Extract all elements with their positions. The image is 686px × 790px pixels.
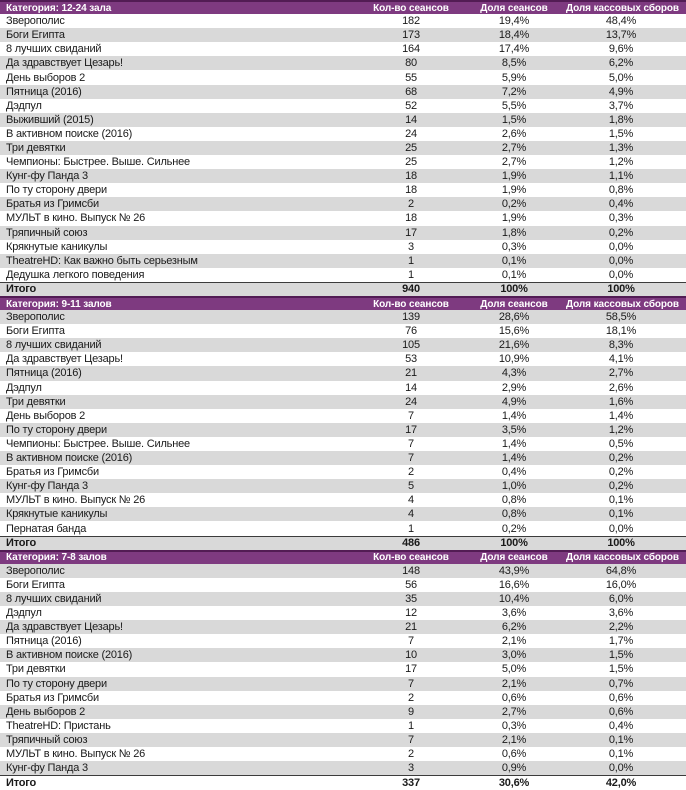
column-header: Доля сеансов [480, 2, 548, 14]
value-cell: 2,7% [501, 156, 527, 169]
value-cell: 4 [408, 494, 414, 507]
value-cell: 28,6% [498, 311, 530, 324]
table-row [0, 648, 686, 662]
value-cell: 0,6% [501, 691, 527, 704]
movie-title: 8 лучших свиданий [6, 339, 102, 352]
value-cell: 182 [402, 15, 420, 28]
movie-title: МУЛЬТ в кино. Выпуск № 26 [6, 748, 146, 761]
value-cell: 1,4% [501, 452, 527, 465]
value-cell: 4,9% [501, 395, 527, 408]
value-cell: 0,9% [501, 762, 527, 775]
movie-title: Да здравствует Цезарь! [6, 353, 123, 366]
value-cell: 0,2% [608, 452, 634, 465]
total-value-cell: 337 [402, 776, 420, 789]
table-row [0, 127, 686, 141]
value-cell: 2,7% [501, 141, 527, 154]
total-value-cell: 100% [607, 283, 635, 296]
value-cell: 1,8% [608, 113, 634, 126]
value-cell: 3,5% [501, 423, 527, 436]
value-cell: 1,1% [608, 170, 634, 183]
movie-title: Зверополис [6, 15, 65, 28]
movie-title: Тряпичный союз [6, 226, 88, 239]
table-row [0, 493, 686, 507]
value-cell: 18 [405, 184, 417, 197]
movie-title: Дедушка легкого поведения [6, 268, 145, 281]
table-row [0, 28, 686, 42]
value-cell: 0,8% [501, 494, 527, 507]
total-label: Итого [6, 283, 37, 296]
value-cell: 0,6% [501, 748, 527, 761]
table-row [0, 507, 686, 521]
table-row [0, 352, 686, 366]
movie-title: Пятница (2016) [6, 635, 82, 648]
value-cell: 7 [408, 437, 414, 450]
value-cell: 7 [408, 452, 414, 465]
value-cell: 2 [408, 466, 414, 479]
value-cell: 16,0% [605, 578, 637, 591]
value-cell: 0,4% [501, 466, 527, 479]
movie-title: 8 лучших свиданий [6, 43, 102, 56]
value-cell: 0,2% [608, 226, 634, 239]
value-cell: 68 [405, 85, 417, 98]
value-cell: 10,9% [498, 353, 530, 366]
column-header: Доля кассовых сборов [566, 552, 679, 564]
value-cell: 35 [405, 592, 417, 605]
value-cell: 2,1% [501, 635, 527, 648]
total-value-cell: 100% [500, 537, 528, 550]
movie-title: Чемпионы: Быстрее. Выше. Сильнее [6, 437, 190, 450]
value-cell: 16,6% [498, 578, 530, 591]
movie-title: Кунг-фу Панда 3 [6, 480, 88, 493]
value-cell: 7 [408, 677, 414, 690]
movie-title: По ту сторону двери [6, 677, 107, 690]
value-cell: 1,5% [608, 649, 634, 662]
table-row [0, 578, 686, 592]
movie-title: Да здравствует Цезарь! [6, 621, 123, 634]
value-cell: 1,5% [608, 663, 634, 676]
value-cell: 4 [408, 508, 414, 521]
value-cell: 1,9% [501, 170, 527, 183]
table-row [0, 42, 686, 56]
column-header: Доля сеансов [480, 552, 548, 564]
value-cell: 1,0% [501, 480, 527, 493]
value-cell: 6,0% [608, 592, 634, 605]
total-row [0, 282, 686, 296]
value-cell: 4,1% [608, 353, 634, 366]
table-row [0, 211, 686, 225]
movie-title: Три девятки [6, 141, 66, 154]
movie-title: День выборов 2 [6, 71, 86, 84]
movie-title: МУЛЬТ в кино. Выпуск № 26 [6, 212, 146, 225]
movie-title: Выживший (2015) [6, 113, 94, 126]
value-cell: 7 [408, 733, 414, 746]
section-header-row [0, 0, 686, 14]
value-cell: 0,3% [501, 719, 527, 732]
movie-title: Боги Египта [6, 325, 65, 338]
value-cell: 0,2% [608, 480, 634, 493]
movie-title: По ту сторону двери [6, 184, 107, 197]
table-row [0, 747, 686, 761]
total-label: Итого [6, 537, 37, 550]
value-cell: 0,3% [608, 212, 634, 225]
value-cell: 56 [405, 578, 417, 591]
value-cell: 21 [405, 621, 417, 634]
table-row [0, 479, 686, 493]
total-value-cell: 100% [607, 537, 635, 550]
movie-title: Пятница (2016) [6, 367, 82, 380]
value-cell: 21,6% [498, 339, 530, 352]
table-row [0, 14, 686, 28]
column-header: Кол-во сеансов [373, 298, 449, 310]
value-cell: 2,1% [501, 677, 527, 690]
total-row [0, 775, 686, 789]
value-cell: 4,9% [608, 85, 634, 98]
value-cell: 1,2% [608, 423, 634, 436]
total-row [0, 536, 686, 550]
table-row [0, 99, 686, 113]
table-row [0, 691, 686, 705]
value-cell: 2,2% [608, 621, 634, 634]
value-cell: 0,4% [608, 719, 634, 732]
table-row [0, 705, 686, 719]
value-cell: 2,6% [501, 127, 527, 140]
table-row [0, 310, 686, 324]
value-cell: 139 [402, 311, 420, 324]
table-row [0, 592, 686, 606]
section-header-row [0, 550, 686, 564]
table-row [0, 521, 686, 535]
table-row [0, 338, 686, 352]
value-cell: 5,9% [501, 71, 527, 84]
value-cell: 5,0% [501, 663, 527, 676]
value-cell: 55 [405, 71, 417, 84]
value-cell: 53 [405, 353, 417, 366]
table-row [0, 761, 686, 775]
movie-title: Крякнутые каникулы [6, 240, 108, 253]
value-cell: 3 [408, 762, 414, 775]
value-cell: 2,6% [608, 381, 634, 394]
value-cell: 0,0% [608, 254, 634, 267]
value-cell: 1,3% [608, 141, 634, 154]
movie-title: Три девятки [6, 395, 66, 408]
value-cell: 1,8% [501, 226, 527, 239]
value-cell: 0,1% [501, 254, 527, 267]
total-value-cell: 30,6% [498, 776, 530, 789]
value-cell: 0,4% [608, 198, 634, 211]
value-cell: 13,7% [605, 29, 637, 42]
value-cell: 21 [405, 367, 417, 380]
table-row [0, 395, 686, 409]
value-cell: 25 [405, 141, 417, 154]
value-cell: 0,1% [608, 494, 634, 507]
value-cell: 1 [408, 268, 414, 281]
value-cell: 24 [405, 395, 417, 408]
total-value-cell: 100% [500, 283, 528, 296]
total-value-cell: 486 [402, 537, 420, 550]
movie-title: День выборов 2 [6, 409, 86, 422]
table-row [0, 366, 686, 380]
movie-title: Дэдпул [6, 381, 42, 394]
table-row [0, 409, 686, 423]
movie-title: Пернатая банда [6, 522, 87, 535]
column-header: Доля сеансов [480, 298, 548, 310]
value-cell: 3,0% [501, 649, 527, 662]
table-row [0, 606, 686, 620]
value-cell: 9 [408, 705, 414, 718]
value-cell: 148 [402, 564, 420, 577]
value-cell: 7,2% [501, 85, 527, 98]
section-header-row [0, 296, 686, 310]
value-cell: 0,0% [608, 240, 634, 253]
value-cell: 10 [405, 649, 417, 662]
value-cell: 9,6% [608, 43, 634, 56]
value-cell: 76 [405, 325, 417, 338]
section-category-label: Категория: 9-11 залов [6, 298, 112, 310]
value-cell: 8,5% [501, 57, 527, 70]
value-cell: 43,9% [498, 564, 530, 577]
value-cell: 48,4% [605, 15, 637, 28]
table-row [0, 733, 686, 747]
movie-title: Чемпионы: Быстрее. Выше. Сильнее [6, 156, 190, 169]
movie-title: Зверополис [6, 564, 65, 577]
value-cell: 1,5% [608, 127, 634, 140]
movie-title: Боги Египта [6, 29, 65, 42]
value-cell: 0,6% [608, 691, 634, 704]
table-row [0, 183, 686, 197]
table-row [0, 85, 686, 99]
value-cell: 24 [405, 127, 417, 140]
value-cell: 2,1% [501, 733, 527, 746]
table-row [0, 677, 686, 691]
table-row [0, 226, 686, 240]
value-cell: 2 [408, 691, 414, 704]
value-cell: 18,4% [498, 29, 530, 42]
table-row [0, 141, 686, 155]
value-cell: 0,1% [608, 733, 634, 746]
movie-title: В активном поиске (2016) [6, 649, 133, 662]
value-cell: 10,4% [498, 592, 530, 605]
value-cell: 1,9% [501, 184, 527, 197]
value-cell: 0,8% [608, 184, 634, 197]
value-cell: 58,5% [605, 311, 637, 324]
value-cell: 2,9% [501, 381, 527, 394]
total-value-cell: 940 [402, 283, 420, 296]
value-cell: 1,5% [501, 113, 527, 126]
value-cell: 0,7% [608, 677, 634, 690]
value-cell: 2 [408, 748, 414, 761]
value-cell: 6,2% [501, 621, 527, 634]
table-row [0, 465, 686, 479]
value-cell: 19,4% [498, 15, 530, 28]
movie-title: Три девятки [6, 663, 66, 676]
value-cell: 2,7% [501, 705, 527, 718]
value-cell: 1,4% [501, 437, 527, 450]
value-cell: 3,6% [608, 607, 634, 620]
value-cell: 1 [408, 719, 414, 732]
value-cell: 7 [408, 409, 414, 422]
value-cell: 17 [405, 663, 417, 676]
value-cell: 3,7% [608, 99, 634, 112]
movie-title: Кунг-фу Панда 3 [6, 170, 88, 183]
table-row [0, 197, 686, 211]
value-cell: 14 [405, 381, 417, 394]
movie-title: День выборов 2 [6, 705, 86, 718]
value-cell: 5,5% [501, 99, 527, 112]
value-cell: 0,0% [608, 762, 634, 775]
value-cell: 1 [408, 254, 414, 267]
table-row [0, 113, 686, 127]
movie-title: МУЛЬТ в кино. Выпуск № 26 [6, 494, 146, 507]
table-row [0, 268, 686, 282]
value-cell: 1,2% [608, 156, 634, 169]
value-cell: 14 [405, 113, 417, 126]
value-cell: 6,2% [608, 57, 634, 70]
value-cell: 25 [405, 156, 417, 169]
value-cell: 0,1% [501, 268, 527, 281]
table-row [0, 620, 686, 634]
total-value-cell: 42,0% [605, 776, 637, 789]
value-cell: 1,4% [501, 409, 527, 422]
value-cell: 0,2% [501, 522, 527, 535]
value-cell: 5,0% [608, 71, 634, 84]
value-cell: 1,9% [501, 212, 527, 225]
movie-title: TheatreHD: Как важно быть серьезным [6, 254, 198, 267]
table-row [0, 254, 686, 268]
value-cell: 0,5% [608, 437, 634, 450]
table-row [0, 381, 686, 395]
value-cell: 7 [408, 635, 414, 648]
column-header: Доля кассовых сборов [566, 2, 679, 14]
movie-title: Братья из Гримсби [6, 466, 99, 479]
value-cell: 0,1% [608, 748, 634, 761]
movie-title: TheatreHD: Пристань [6, 719, 111, 732]
movie-title: По ту сторону двери [6, 423, 107, 436]
value-cell: 4,3% [501, 367, 527, 380]
table-row [0, 324, 686, 338]
column-header: Доля кассовых сборов [566, 298, 679, 310]
total-label: Итого [6, 776, 37, 789]
value-cell: 2 [408, 198, 414, 211]
movie-title: Дэдпул [6, 607, 42, 620]
value-cell: 12 [405, 607, 417, 620]
column-header: Кол-во сеансов [373, 552, 449, 564]
movie-title: Братья из Гримсби [6, 198, 99, 211]
value-cell: 164 [402, 43, 420, 56]
movie-title: 8 лучших свиданий [6, 592, 102, 605]
section-category-label: Категория: 12-24 зала [6, 2, 112, 14]
value-cell: 105 [402, 339, 420, 352]
column-header: Кол-во сеансов [373, 2, 449, 14]
value-cell: 17 [405, 423, 417, 436]
value-cell: 0,3% [501, 240, 527, 253]
value-cell: 5 [408, 480, 414, 493]
value-cell: 0,8% [501, 508, 527, 521]
value-cell: 1 [408, 522, 414, 535]
table-row [0, 70, 686, 84]
value-cell: 0,0% [608, 522, 634, 535]
table-row [0, 169, 686, 183]
movie-title: Крякнутые каникулы [6, 508, 108, 521]
table-row [0, 662, 686, 676]
value-cell: 8,3% [608, 339, 634, 352]
movie-title: Да здравствует Цезарь! [6, 57, 123, 70]
movie-title: Пятница (2016) [6, 85, 82, 98]
movie-title: В активном поиске (2016) [6, 127, 133, 140]
value-cell: 3 [408, 240, 414, 253]
value-cell: 3,6% [501, 607, 527, 620]
value-cell: 15,6% [498, 325, 530, 338]
movie-title: В активном поиске (2016) [6, 452, 133, 465]
value-cell: 0,1% [608, 508, 634, 521]
table-row [0, 437, 686, 451]
value-cell: 18,1% [605, 325, 637, 338]
table-row [0, 719, 686, 733]
movie-title: Братья из Гримсби [6, 691, 99, 704]
movie-title: Дэдпул [6, 99, 42, 112]
movie-title: Боги Египта [6, 578, 65, 591]
value-cell: 17,4% [498, 43, 530, 56]
value-cell: 18 [405, 212, 417, 225]
value-cell: 17 [405, 226, 417, 239]
table-row [0, 155, 686, 169]
table-row [0, 240, 686, 254]
value-cell: 1,7% [608, 635, 634, 648]
value-cell: 0,2% [608, 466, 634, 479]
value-cell: 0,6% [608, 705, 634, 718]
table-row [0, 423, 686, 437]
value-cell: 1,4% [608, 409, 634, 422]
value-cell: 64,8% [605, 564, 637, 577]
value-cell: 0,0% [608, 268, 634, 281]
value-cell: 1,6% [608, 395, 634, 408]
value-cell: 52 [405, 99, 417, 112]
table-row [0, 56, 686, 70]
movie-title: Тряпичный союз [6, 733, 88, 746]
value-cell: 18 [405, 170, 417, 183]
movie-title: Зверополис [6, 311, 65, 324]
table-row [0, 451, 686, 465]
section-category-label: Категория: 7-8 залов [6, 552, 107, 564]
table-row [0, 634, 686, 648]
value-cell: 173 [402, 29, 420, 42]
movie-title: Кунг-фу Панда 3 [6, 762, 88, 775]
value-cell: 2,7% [608, 367, 634, 380]
table-row [0, 564, 686, 578]
value-cell: 80 [405, 57, 417, 70]
value-cell: 0,2% [501, 198, 527, 211]
